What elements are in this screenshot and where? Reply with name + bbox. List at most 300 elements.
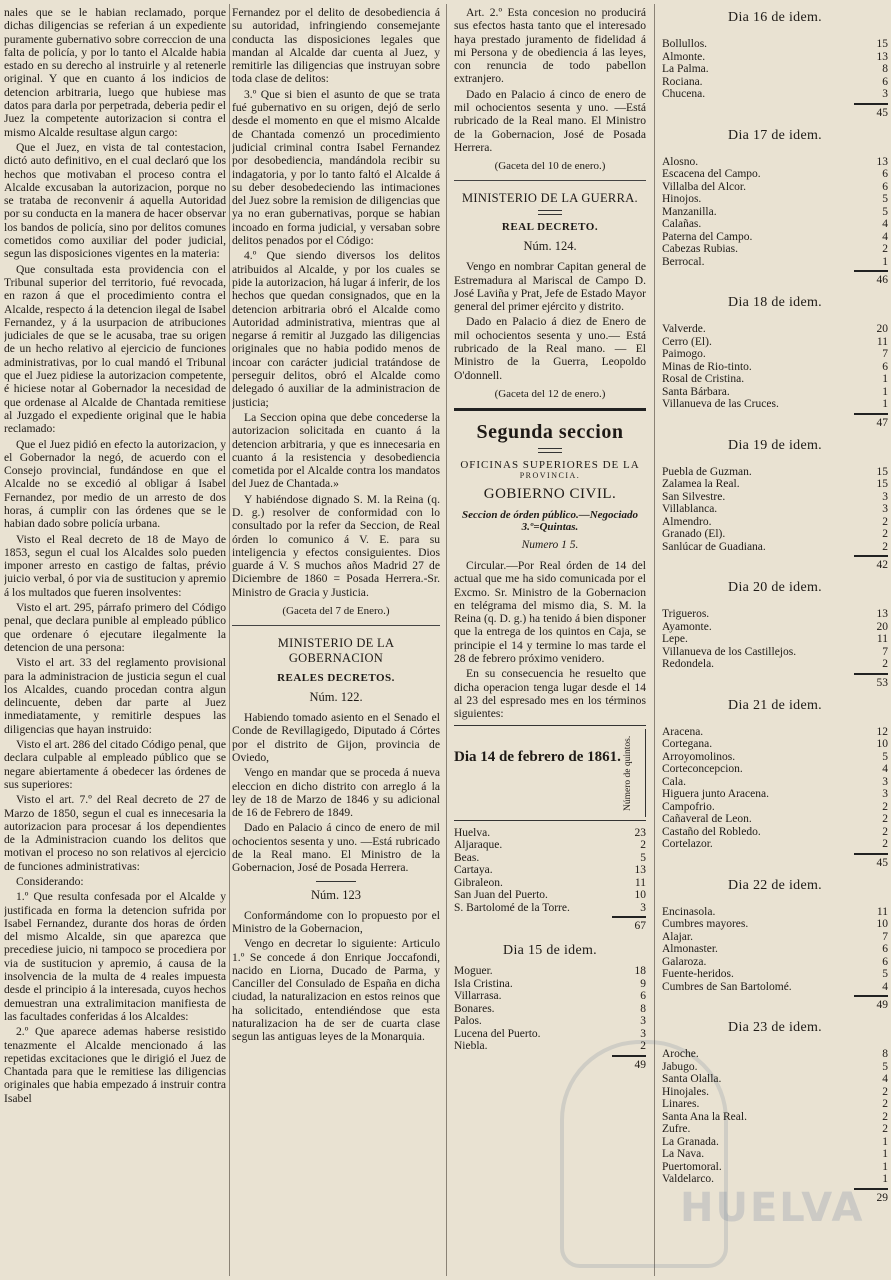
town-name: Almonte. <box>662 50 706 63</box>
quota-count: 2 <box>640 839 646 851</box>
table-row <box>662 76 888 89</box>
day-total: 53 <box>854 673 888 690</box>
town-name: Cartaya. <box>454 864 493 876</box>
town-name: Almonaster. <box>662 943 718 955</box>
quota-count: 13 <box>876 50 888 63</box>
town-name: Lucena del Puerto. <box>454 1027 541 1040</box>
town-name: Isla Cristina. <box>454 977 513 990</box>
town-name: San Silvestre. <box>662 490 726 503</box>
paragraph: Que el Juez pidió en efecto la autorizacion, y el Gobernador la negó, de acuerdo con el Consejo provincial, fundándose en que el Alcalde no se excedió al obligar á Isabel Fernandez, por medio de un arresto de dos horas, á cumplir con las órdenes que se le habian dado sobre policía urbana. <box>4 437 226 531</box>
table-row <box>662 528 888 541</box>
town-name: Cumbres mayores. <box>662 918 749 930</box>
quota-count: 2 <box>882 825 888 838</box>
quota-count: 4 <box>882 980 888 993</box>
quota-count: 1 <box>882 373 888 385</box>
table-row <box>662 516 888 529</box>
table-row <box>662 813 888 826</box>
quota-count: 10 <box>876 738 888 750</box>
quota-count: 2 <box>640 1040 646 1052</box>
divider <box>232 625 440 626</box>
table-row <box>662 658 888 671</box>
paragraph: Vengo en mandar que se proceda á nueva eleccion en dicho distrito con arreglo á la ley de 18 de Marzo de 1846 y su adicional de 16 de Febrero de 1849. <box>232 766 440 820</box>
town-name: Lepe. <box>662 633 688 645</box>
town-name: Corteconcepcion. <box>662 763 743 775</box>
column-4 <box>662 6 888 1276</box>
paragraph: Visto el art. 33 del reglamento provisional para la administracion de justicia segun el cual los Alcaldes, cuando procedan contra algun delincuente, deben dar parte al Juez inmediatamente, y remitirle despues las diligencias que hayan instruido: <box>4 656 226 736</box>
quota-count: 5 <box>882 968 888 980</box>
town-name: Cala. <box>662 775 686 788</box>
day-total: 49 <box>612 1055 646 1072</box>
total-spacer <box>454 916 612 933</box>
table-row <box>662 1148 888 1161</box>
quota-count: 4 <box>882 1073 888 1085</box>
paragraph: Visto el art. 7.º del Real decreto de 27 de Marzo de 1850, segun el cual es innecesaria la autorizacion para procesar á los dependientes de la Administracion cuando los delitos que motivan el proceso no son relativos al ejercicio de funciones administrativas: <box>4 793 226 873</box>
table-row <box>454 1015 646 1028</box>
archive-watermark: HUELVA <box>680 1185 865 1231</box>
town-name: Cañaveral de Leon. <box>662 813 752 825</box>
day-total: 46 <box>854 270 888 287</box>
town-name: Valdelarco. <box>662 1173 715 1185</box>
quota-count: 6 <box>882 180 888 193</box>
table-row <box>454 1003 646 1016</box>
town-name: La Granada. <box>662 1135 719 1148</box>
table-row <box>662 646 888 659</box>
table-row <box>454 1040 646 1053</box>
quota-count: 20 <box>876 323 888 335</box>
day-block <box>662 295 888 430</box>
town-name: Gibraleon. <box>454 876 503 889</box>
table-row <box>454 902 646 915</box>
table-row <box>662 608 888 621</box>
quota-count: 3 <box>882 775 888 788</box>
town-name: Cerro (El). <box>662 335 712 348</box>
day-total-row <box>662 555 888 572</box>
quota-count: 10 <box>634 889 646 901</box>
town-name: Zalamea la Real. <box>662 478 740 490</box>
quota-count: 11 <box>876 905 888 918</box>
quota-count: 2 <box>882 515 888 528</box>
table-row <box>662 968 888 981</box>
day-block <box>662 1020 888 1205</box>
quota-count: 6 <box>882 360 888 373</box>
column-rule <box>229 4 230 1276</box>
paragraph: Considerando: <box>16 875 84 888</box>
table-row <box>662 491 888 504</box>
town-name: Palos. <box>454 1015 482 1027</box>
table-row <box>662 906 888 919</box>
table-row <box>662 218 888 231</box>
table-row <box>662 386 888 399</box>
table-row <box>662 633 888 646</box>
table-row <box>454 965 646 978</box>
quota-count: 12 <box>876 725 888 738</box>
paragraph: Vengo en decretar lo siguiente: Articulo 1.º Se concede á don Enrique Joccafondi, nacido en Liorna, Ducado de Parma, y Canciller del Consulado de España en dicha ciudad, la naturalizacion en estos reinos que ha solicitado, entendiéndose que esta naturalizacion ha de ser de cuarta clase segun las antiguas leyes de la Monarquia. <box>232 937 440 1044</box>
quota-count: 5 <box>882 205 888 218</box>
quota-count: 9 <box>640 977 646 990</box>
quota-count: 8 <box>882 63 888 75</box>
quota-count: 8 <box>640 1002 646 1015</box>
town-name: Berrocal. <box>662 255 705 268</box>
town-name: Calañas. <box>662 218 702 230</box>
day-total: 45 <box>854 853 888 870</box>
table-row <box>662 503 888 516</box>
column-1 <box>4 6 226 1276</box>
table-row <box>662 788 888 801</box>
table-row <box>662 88 888 101</box>
day-total-row <box>662 103 888 120</box>
quota-count: 6 <box>882 75 888 88</box>
quota-count: 2 <box>882 838 888 850</box>
quota-count: 1 <box>882 1173 888 1185</box>
quota-count: 3 <box>640 901 646 914</box>
section-title: Segunda seccion <box>476 420 624 443</box>
quota-list <box>662 906 888 994</box>
table-row <box>662 1086 888 1099</box>
decree-number: Núm. 123 <box>311 887 361 902</box>
table-row <box>454 864 646 877</box>
gaceta-citation: (Gaceta del 12 de enero.) <box>494 387 606 400</box>
town-name: Trigueros. <box>662 608 710 620</box>
town-name: Aroche. <box>662 1048 699 1060</box>
quota-count: 6 <box>882 943 888 955</box>
quota-count: 3 <box>640 1027 646 1040</box>
town-name: Cortegana. <box>662 738 713 750</box>
town-name: Villanueva de los Castillejos. <box>662 645 797 658</box>
quota-count: 5 <box>882 193 888 205</box>
day-heading: Dia 21 de idem. <box>728 697 822 713</box>
day-total: 42 <box>854 555 888 572</box>
town-name: Jabugo. <box>662 1060 698 1073</box>
table-row <box>662 931 888 944</box>
table-row <box>662 763 888 776</box>
quota-count: 8 <box>882 1048 888 1060</box>
paragraph: 2.º Que aparece ademas haberse resistido tenazmente el Alcalde mencionado á las repetidas excitaciones que le dirigió el Juez de Chantada para que le remitiese las diligencias originales que habia empezado á instruir contra Isabel <box>4 1025 226 1105</box>
table-row <box>662 256 888 269</box>
town-name: Bonares. <box>454 1002 495 1015</box>
table-row <box>662 323 888 336</box>
day-total-row <box>662 413 888 430</box>
town-name: Huelva. <box>454 826 491 839</box>
town-name: Santa Ana la Real. <box>662 1110 747 1123</box>
table-row <box>662 398 888 411</box>
town-name: Villalba del Alcor. <box>662 180 746 193</box>
paragraph: Habiendo tomado asiento en el Senado el Conde de Revillagigedo, Diputado á Córtes por el distrito de Gijon, provincia de Oviedo, <box>232 711 440 764</box>
total-spacer <box>662 853 854 870</box>
town-name: Niebla. <box>454 1040 488 1052</box>
day-block <box>454 827 646 934</box>
town-name: Sanlúcar de Guadiana. <box>662 540 766 553</box>
decree-heading: REAL DECRETO. <box>501 221 599 234</box>
quota-count: 1 <box>882 1135 888 1148</box>
table-row <box>454 827 646 840</box>
paragraph: Vengo en nombrar Capitan general de Estremadura al Mariscal de Campo D. José Laviña y Prat, Jefe de Estado Mayor general del primer ejército y distrito. <box>454 260 646 314</box>
day-total: 29 <box>854 1188 888 1205</box>
paragraph: La Seccion opina que debe concederse la autorizacion solicitada en cuanto á la detencion arbitraria, y que es innecesaria en cuanto á la resistencia y desobediencia cometida por el Alcalde contra los mandatos del Juez de Chantada.» <box>232 410 440 491</box>
town-name: Moguer. <box>454 965 493 977</box>
quota-table-header <box>454 725 646 821</box>
table-row <box>454 978 646 991</box>
section-divider <box>454 408 646 411</box>
paragraph: Dado en Palacio á cinco de enero de mil ochocientos sesenta y uno. —Está rubricado de la Real mano. El Ministro de la Gobernacion, José de Posada Herrera. <box>454 87 646 154</box>
town-name: Puertomoral. <box>662 1160 722 1173</box>
town-name: Aljaraque. <box>454 839 503 851</box>
town-name: Almendro. <box>662 515 712 528</box>
quota-list <box>662 608 888 671</box>
table-row <box>662 726 888 739</box>
section-subheading: Seccion de órden público.—Negociado 3.º=Quintas. <box>462 508 638 533</box>
table-row <box>662 838 888 851</box>
total-spacer <box>662 673 854 690</box>
quota-count: 6 <box>882 168 888 180</box>
day-total: 67 <box>612 916 646 933</box>
table-row <box>454 839 646 852</box>
quota-count: 11 <box>634 876 646 889</box>
paragraph: Visto el Real decreto de 18 de Mayo de 1853, segun el cual los Alcaldes solo pueden imponer arresto en castigo de faltas, prévio juicio verbal, ó por via de sustitucion y apremio á los multados que fueren insolventes: <box>4 532 226 599</box>
table-row <box>662 336 888 349</box>
quota-count: 1 <box>882 398 888 410</box>
quota-count: 1 <box>882 255 888 268</box>
day-total-row <box>662 853 888 870</box>
quota-count: 2 <box>882 528 888 540</box>
town-name: Alajar. <box>662 930 693 943</box>
quota-count: 6 <box>882 955 888 968</box>
table-row <box>662 1136 888 1149</box>
quota-list <box>662 156 888 269</box>
total-spacer <box>454 1055 612 1072</box>
quota-count: 3 <box>882 490 888 503</box>
quota-count: 23 <box>634 826 646 839</box>
day-total: 49 <box>854 995 888 1012</box>
town-name: Manzanilla. <box>662 205 717 218</box>
table-row <box>662 63 888 76</box>
table-row <box>454 1028 646 1041</box>
paragraph: nales que se le habian reclamado, porque dichas diligencias se referian á un expediente puramente gubernativo sobre correccion de una falta de policía, y por lo tanto el Alcalde habia estado en su derecho al instruirle y al retenerle original. Y que en cuanto á los indicios de detencion arbitraria, luego que hubiese mas datos para darla por perpetrada, deberia pedir el Juez la competente autorizacion si contra el mismo Alcalde resultase algun cargo: <box>4 6 226 139</box>
quota-list <box>454 965 646 1053</box>
table-row <box>454 990 646 1003</box>
town-name: Hinojales. <box>662 1085 709 1098</box>
quota-count: 7 <box>882 348 888 360</box>
paragraph: Circular.—Por Real órden de 14 del actual que me ha sido comunicada por el Excmo. Sr. Ministro de la Gobernacion en telégrama del mismo dia, S. M. la Reina (q. D. g.) ha tenido á bien disponer que la entrega de los quintos en Caja, se principie el 14 y termine lo mas tarde el 28 de febrero próximo venidero. <box>454 558 646 666</box>
paragraph: Fernandez por el delito de desobediencia á su autoridad, infringiendo consemejante conducta las disposiciones legales que mandan al Alcalde dar cuenta al Juez, y remitirle las diligencias que instruyan sobre toda clase de delitos: <box>232 6 440 86</box>
day-total: 45 <box>854 103 888 120</box>
table-column-header: Número de quintos. <box>623 729 646 817</box>
town-name: Paimogo. <box>662 348 706 360</box>
table-row <box>662 168 888 181</box>
day-heading: Dia 22 de idem. <box>728 877 822 893</box>
table-row <box>454 889 646 902</box>
quota-count: 3 <box>882 88 888 100</box>
day-total: 47 <box>854 413 888 430</box>
town-name: Granado (El). <box>662 528 726 540</box>
town-name: Galaroza. <box>662 955 707 968</box>
table-row <box>662 1161 888 1174</box>
paragraph: Dado en Palacio á diez de Enero de mil ochocientos sesenta y uno.— Está rubricado de la Real mano. — El Ministro de la Guerra, Leopoldo O'donnell. <box>454 315 646 382</box>
column-rule <box>446 4 447 1276</box>
town-name: Alosno. <box>662 155 699 168</box>
table-row <box>662 206 888 219</box>
table-row <box>662 1123 888 1136</box>
paragraph: Visto el art. 295, párrafo primero del Código penal, que declara punible al empleado público que ordenare ó ejecutare ilegalmente la detencion de una persona: <box>4 601 226 654</box>
day-block <box>662 580 888 690</box>
table-row <box>662 181 888 194</box>
town-name: La Palma. <box>662 63 709 75</box>
town-name: La Nava. <box>662 1148 705 1160</box>
paragraph: 3.º Que si bien el asunto de que se trata fué gubernativo en su origen, dejó de serlo desde el momento en que el mismo Alcalde de Chantada comenzó un procedimiento judicial criminal contra Isabel Fernandez por desobediencia, mandándola recibir su indagatoria, y por lo tanto faltó el Alcalde á su deber desobedeciendo las intimaciones del Juez sobre la remision de diligencias que ya no eran gubernativas, porque se habian incoado en forma judicial, y versaban sobre delitos penados por el Código: <box>232 87 440 248</box>
table-row <box>454 877 646 890</box>
day-heading: Dia 17 de idem. <box>728 127 822 143</box>
day-total-row <box>662 673 888 690</box>
town-name: Villablanca. <box>662 503 718 515</box>
quota-count: 2 <box>882 1085 888 1098</box>
quota-count: 1 <box>882 385 888 398</box>
town-name: Higuera junto Aracena. <box>662 788 769 800</box>
table-row <box>662 956 888 969</box>
quota-list <box>662 38 888 101</box>
table-day-title: Dia 14 de febrero de 1861. <box>454 748 621 765</box>
town-name: Linares. <box>662 1098 700 1110</box>
town-name: Beas. <box>454 851 480 864</box>
table-row <box>662 243 888 256</box>
town-name: Zufre. <box>662 1123 691 1135</box>
province-heading: PROVINCIA. <box>519 470 581 480</box>
table-row <box>662 826 888 839</box>
quota-list <box>454 827 646 915</box>
quota-count: 5 <box>882 1060 888 1073</box>
day-heading: Dia 16 de idem. <box>728 10 822 25</box>
table-row <box>662 1073 888 1086</box>
town-name: Fuente-heridos. <box>662 968 734 980</box>
quota-count: 15 <box>876 38 888 50</box>
total-spacer <box>662 995 854 1012</box>
quota-count: 11 <box>876 335 888 348</box>
paragraph: Art. 2.º Esta concesion no producirá sus efectos hasta tanto que el interesado haya prestado juramento de fidelidad á mi Persona y de obediencia á las leyes, con renuncia de todo pabellon extranjero. <box>454 6 646 86</box>
quota-count: 11 <box>876 633 888 645</box>
day-heading: Dia 23 de idem. <box>728 1020 822 1035</box>
town-name: Valverde. <box>662 323 706 335</box>
table-row <box>662 466 888 479</box>
town-name: Villanueva de las Cruces. <box>662 398 779 410</box>
town-name: Minas de Rio-tinto. <box>662 360 752 373</box>
town-name: Campofrio. <box>662 800 715 813</box>
quota-count: 2 <box>882 813 888 825</box>
quota-count: 2 <box>882 1110 888 1123</box>
paragraph: Que el Juez, en vista de tal contestacion, dictó auto definitivo, en el cual declaró que los hechos que motivaban el proceso contra el Alcalde excusaban la autorizacion, porque no se trataba de reconvenir á aquella Autoridad por su conducta en la manera de hacer observar los bandos de policía, sino por delitos comunes cometidos como auxiliar del poder judicial, segun las disposiciones vigentes en la materia: <box>4 140 226 261</box>
day-total-row <box>662 270 888 287</box>
quota-count: 7 <box>882 645 888 658</box>
table-row <box>662 1173 888 1186</box>
decree-number: Núm. 122. <box>309 690 363 705</box>
quota-count: 1 <box>882 1160 888 1173</box>
town-name: Puebla de Guzman. <box>662 465 752 478</box>
quota-count: 13 <box>634 864 646 876</box>
town-name: Santa Bárbara. <box>662 385 730 398</box>
paragraph: Que consultada esta providencia con el Tribunal superior del territorio, fué revocada, en razon á que el procedimiento contra el Alcalde, respecto á la detencion ilegal de Isabel Fernandez, y á la usurpacion de atribuciones judiciales de que se le acusaba, trae su origen de un hecho relativo al ejercicio de funciones administrativas, por lo cual mandó el Tribunal que el Juez pidiese la autorizacion competente, é hiciese notar al Gobernador la necesidad de que ordenase al Alcalde de Chantada remitiese al Juzgado el expediente original que le habia reclamado: <box>4 262 226 436</box>
table-row <box>662 541 888 554</box>
column-3 <box>454 6 646 1276</box>
quota-count: 2 <box>882 800 888 813</box>
paragraph: Dado en Palacio á cinco de enero de mil ochocientos sesenta y uno. —Está rubricado de la Real mano. El Ministro de la Gobernacion, José de Posada Herrera. <box>232 821 440 875</box>
table-row <box>662 943 888 956</box>
table-row <box>662 348 888 361</box>
quota-list <box>662 466 888 554</box>
day-block <box>662 10 888 120</box>
paragraph: Visto el art. 286 del citado Código penal, que declara culpable al empleado público que se negare abiertamente á obedecer las órdenes de sus superiores: <box>4 738 226 791</box>
quota-list <box>662 323 888 411</box>
decree-number: Núm. 124. <box>523 239 577 254</box>
ministry-heading: MINISTERIO DE LA GOBERNACION <box>277 636 395 666</box>
paragraph: Conformándome con lo propuesto por el Ministro de la Gobernacion, <box>232 908 440 935</box>
town-name: Arroyomolinos. <box>662 750 736 763</box>
quota-count: 2 <box>882 658 888 670</box>
circular-number: Numero 1 5. <box>521 538 579 551</box>
total-spacer <box>662 413 854 430</box>
town-name: Paterna del Campo. <box>662 230 753 243</box>
quota-count: 4 <box>882 763 888 775</box>
quota-count: 2 <box>882 1123 888 1135</box>
day-block <box>662 128 888 288</box>
day-block <box>454 943 646 1072</box>
table-row <box>662 193 888 206</box>
decree-heading: REALES DECRETOS. <box>277 672 395 685</box>
divider <box>454 180 646 181</box>
table-row <box>662 738 888 751</box>
gaceta-citation: (Gaceta del 10 de enero.) <box>494 160 606 173</box>
table-row <box>662 801 888 814</box>
quota-count: 6 <box>640 990 646 1002</box>
table-row <box>662 981 888 994</box>
quota-count: 3 <box>882 503 888 515</box>
quota-count: 3 <box>882 788 888 800</box>
table-row <box>662 231 888 244</box>
table-row <box>662 918 888 931</box>
town-name: Cumbres de San Bartolomé. <box>662 980 792 993</box>
town-name: Cortelazor. <box>662 838 713 850</box>
quota-count: 5 <box>640 851 646 864</box>
town-name: Santa Olalla. <box>662 1073 722 1085</box>
table-row <box>662 38 888 51</box>
table-row <box>662 478 888 491</box>
quota-count: 15 <box>876 465 888 478</box>
town-name: Redondela. <box>662 658 715 670</box>
day-total-row <box>454 1055 646 1072</box>
town-name: Bollullos. <box>662 38 708 50</box>
quota-count: 18 <box>634 965 646 977</box>
table-row <box>662 156 888 169</box>
town-name: Ayamonte. <box>662 620 712 633</box>
quota-count: 7 <box>882 930 888 943</box>
table-row <box>662 51 888 64</box>
quota-count: 5 <box>882 750 888 763</box>
town-name: Castaño del Robledo. <box>662 825 761 838</box>
gobierno-heading: GOBIERNO CIVIL. <box>483 485 617 502</box>
day-block <box>662 878 888 1013</box>
day-heading: Dia 19 de idem. <box>728 437 822 453</box>
total-spacer <box>662 555 854 572</box>
quota-count: 1 <box>882 1148 888 1160</box>
town-name: San Juan del Puerto. <box>454 889 548 901</box>
town-name: Encinasola. <box>662 905 716 918</box>
quota-count: 13 <box>876 155 888 168</box>
total-spacer <box>662 270 854 287</box>
column-2 <box>232 6 440 1276</box>
town-name: S. Bartolomé de la Torre. <box>454 901 570 914</box>
town-name: Hinojos. <box>662 193 702 205</box>
table-row <box>662 776 888 789</box>
town-name: Aracena. <box>662 725 704 738</box>
quota-count: 2 <box>882 540 888 553</box>
quota-count: 4 <box>882 218 888 230</box>
day-block <box>662 438 888 573</box>
